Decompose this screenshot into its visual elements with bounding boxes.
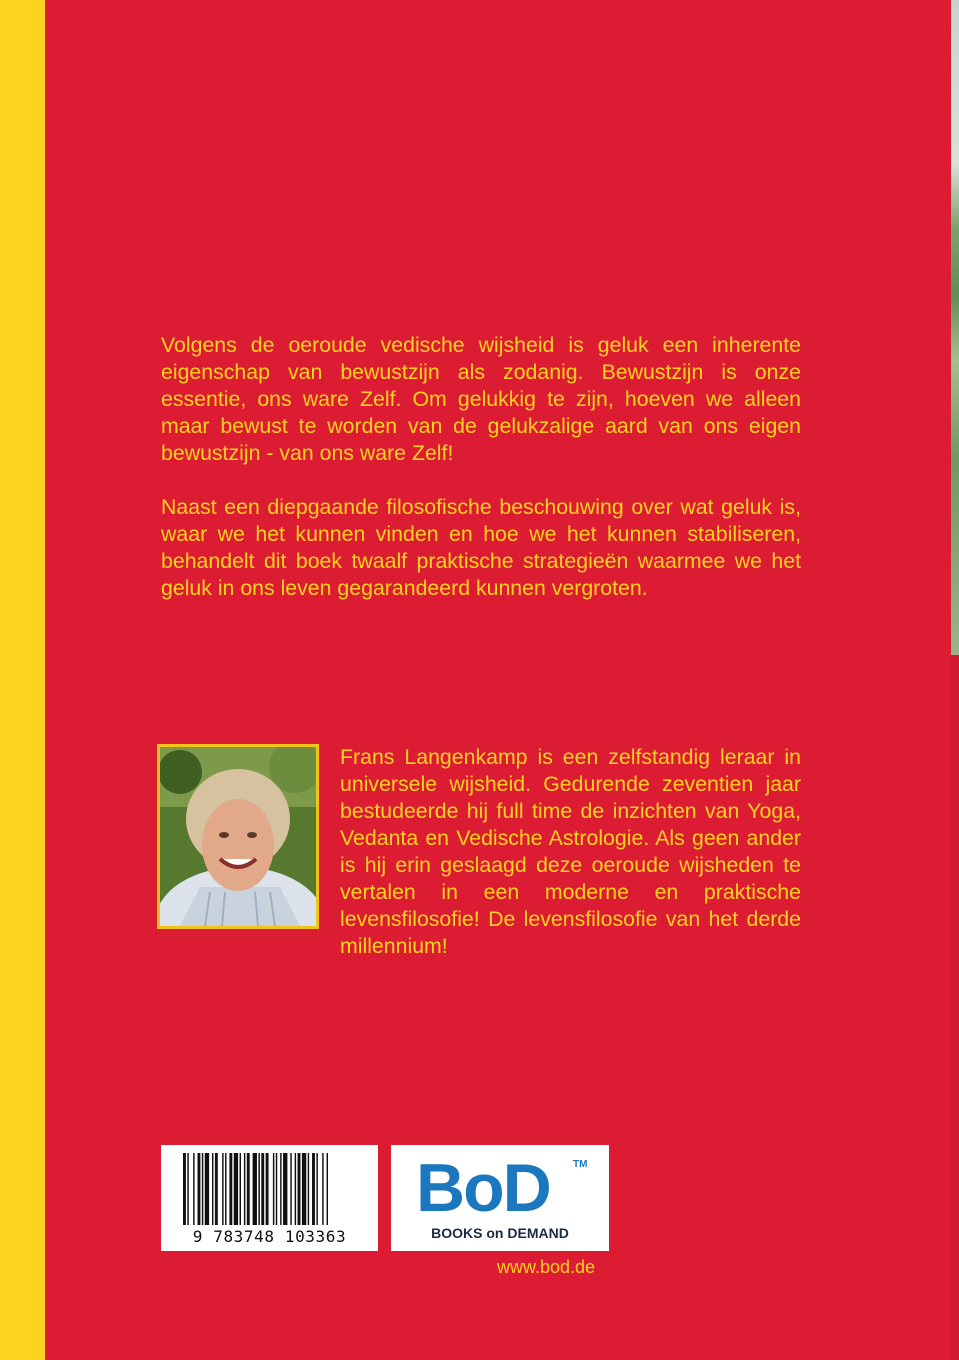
barcode-bar — [229, 1153, 232, 1225]
barcode-bar — [215, 1153, 218, 1225]
barcode-bar — [283, 1153, 287, 1225]
barcode — [161, 1145, 378, 1251]
barcode-bar — [187, 1153, 188, 1225]
author-bio: Frans Langenkamp is een zelfstandig leraar in universele wijsheid. Gedurende zeventien jaar bestudeerde hij full time de inzichten van Yoga, Vedanta en Vedische Astrologie. Als geen ander is hij erin geslaagd deze oeroude wijsheden te vertalen in een moderne en praktische levensfilosofie! De levensfilosofie van het derde millennium! — [340, 745, 801, 958]
barcode-bar — [202, 1153, 203, 1225]
barcode-bar — [322, 1153, 323, 1225]
barcode-bar — [295, 1153, 296, 1225]
barcode-bar — [244, 1153, 245, 1225]
author-photo — [157, 744, 319, 929]
barcode-bar — [280, 1153, 281, 1225]
publisher-url[interactable]: www.bod.de — [497, 1257, 596, 1277]
barcode-bar — [290, 1153, 291, 1225]
barcode-bar — [327, 1153, 328, 1225]
barcode-bar — [222, 1153, 223, 1225]
barcode-bar — [234, 1153, 238, 1225]
barcode-bar — [247, 1153, 250, 1225]
blurb-paragraph-1: Volgens de oeroude vedische wijsheid is geluk een inherente eigenschap van bewustzijn als zodanig. Bewustzijn is onze essentie, ons ware Zelf. Om gelukkig te zijn, hoeven we alleen maar bewust te worden van de gelukzalige aard van ons eigen bewustzijn - van ons ware Zelf! — [161, 333, 801, 465]
barcode-bar — [240, 1153, 241, 1225]
front-cover-edge — [951, 0, 959, 655]
barcode-bar — [312, 1153, 315, 1225]
barcode-bar — [193, 1153, 194, 1225]
barcode-bar — [261, 1153, 264, 1225]
barcode-bar — [266, 1153, 269, 1225]
barcode-bar — [205, 1153, 209, 1225]
author-portrait-image — [160, 747, 316, 926]
barcode-bar — [253, 1153, 257, 1225]
isbn-digits: 9 783748 103363 — [192, 1227, 347, 1246]
barcode-bar — [308, 1153, 309, 1225]
barcode-bar — [258, 1153, 259, 1225]
barcode-bar — [183, 1153, 186, 1225]
barcode-bar — [316, 1153, 317, 1225]
blurb-paragraph-2: Naast een diepgaande filosofische beschouwing over wat geluk is, waar we het kunnen vinden en hoe we het kunnen stabiliseren, behandelt dit boek twaalf praktische strategieën waarmee we het geluk in ons leven gegarandeerd kunnen vergroten. — [161, 495, 801, 600]
barcode-bar — [302, 1153, 306, 1225]
barcode-bar — [225, 1153, 226, 1225]
barcode-bar — [212, 1153, 213, 1225]
barcode-bar — [298, 1153, 301, 1225]
bod-subtitle: BOOKS on DEMAND — [431, 1225, 569, 1241]
barcode-bar — [276, 1153, 277, 1225]
publisher-logo-box[interactable] — [391, 1145, 609, 1251]
trademark-mark: TM — [573, 1159, 588, 1170]
barcode-bar — [198, 1153, 201, 1225]
bod-logo: BoD — [416, 1150, 550, 1226]
barcode-bar — [273, 1153, 274, 1225]
spine-strip — [0, 0, 45, 1360]
front-cover-edge-lower — [951, 655, 959, 1360]
